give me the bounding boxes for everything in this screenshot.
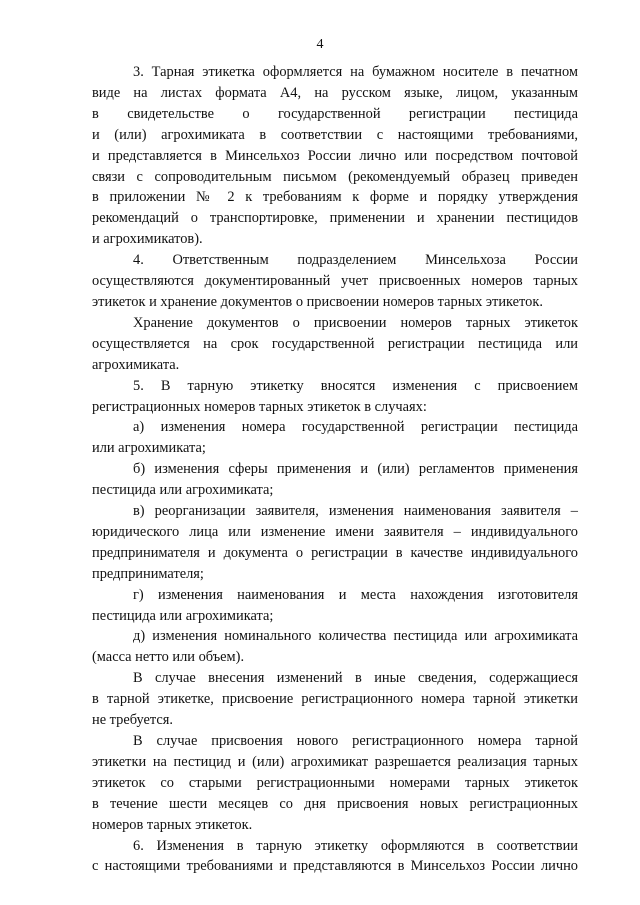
text-line: осуществляются документированный учет присвоенных номеров тарных: [92, 273, 578, 290]
text-line: юридического лица или изменение имени заявителя – индивидуального: [92, 523, 578, 540]
paragraph-other-changes: [92, 668, 578, 731]
paragraph-case-g: [92, 585, 578, 627]
text-line: г) изменения наименования и места нахождения изготовителя: [133, 586, 578, 603]
paragraph-item-3: [92, 62, 578, 250]
text-line: В случае внесения изменений в иные сведения, содержащиеся: [133, 670, 578, 687]
text-line: этикеток со старыми регистрационными номерами тарных этикеток: [92, 774, 578, 791]
document-body: [92, 62, 578, 877]
page-number: 4: [316, 37, 324, 52]
text-line: д) изменения номинального количества пестицида или агрохимиката: [133, 628, 578, 645]
paragraph-item-4: [92, 250, 578, 313]
text-line: и (или) агрохимиката в соответствии с настоящими требованиями,: [92, 126, 578, 143]
text-line: предпринимателя;: [92, 565, 204, 582]
text-line: пестицида или агрохимиката;: [92, 482, 274, 499]
text-line: этикеток и хранение документов о присвоении номеров тарных этикеток.: [92, 293, 543, 310]
text-line: в свидетельстве о государственной регистрации пестицида: [92, 105, 578, 122]
paragraph-case-d: [92, 626, 578, 668]
text-line: 5. В тарную этикетку вносятся изменения с присвоением: [133, 377, 578, 394]
text-line: (масса нетто или объем).: [92, 649, 245, 666]
text-line: Хранение документов о присвоении номеров тарных этикеток: [133, 314, 578, 331]
text-line: предпринимателя и документа о регистрации в качестве индивидуального: [92, 544, 578, 561]
paragraph-storage-term: [92, 313, 578, 376]
text-line: виде на листах формата А4, на русском языке, лицом, указанным: [92, 84, 578, 101]
text-line: в течение шести месяцев со дня присвоения новых регистрационных: [92, 795, 578, 812]
text-line: 4. Ответственным подразделением Минсельхоза России: [133, 252, 578, 269]
text-line: этикетки на пестицид и (или) агрохимикат разрешается реализация тарных: [92, 753, 578, 770]
text-line: в приложении № 2 к требованиям к форме и порядку утверждения: [92, 189, 578, 206]
text-line: 6. Изменения в тарную этикетку оформляются в соответствии: [133, 837, 578, 854]
paragraph-item-6: [92, 836, 578, 878]
text-line: или агрохимиката;: [92, 440, 206, 457]
text-line: номеров тарных этикеток.: [92, 816, 253, 833]
text-line: и представляется в Минсельхоз России лично или посредством почтовой: [92, 147, 578, 164]
paragraph-case-a: [92, 417, 578, 459]
text-line: осуществляется на срок государственной регистрации пестицида или: [92, 335, 578, 352]
text-line: б) изменения сферы применения и (или) регламентов применения: [133, 461, 578, 478]
text-line: в тарной этикетке, присвоение регистрационного номера тарной этикетки: [92, 691, 578, 708]
text-line: не требуется.: [92, 712, 173, 729]
text-line: с настоящими требованиями и представляются в Минсельхоз России лично: [92, 858, 578, 875]
text-line: и агрохимикатов).: [92, 231, 203, 248]
text-line: рекомендаций о транспортировке, применении и хранении пестицидов: [92, 210, 578, 227]
text-line: В случае присвоения нового регистрационного номера тарной: [133, 733, 578, 749]
text-line: 3. Тарная этикетка оформляется на бумажном носителе в печатном: [133, 64, 578, 80]
text-line: связи с сопроводительным письмом (рекомендуемый образец приведен: [92, 168, 578, 185]
paragraph-item-5: [92, 376, 578, 418]
text-line: а) изменения номера государственной регистрации пестицида: [133, 419, 578, 436]
text-line: агрохимиката.: [92, 356, 180, 373]
paragraph-new-number: [92, 731, 578, 836]
text-line: регистрационных номеров тарных этикеток в случаях:: [92, 398, 427, 415]
text-line: в) реорганизации заявителя, изменения наименования заявителя –: [133, 503, 578, 520]
paragraph-case-b: [92, 459, 578, 501]
paragraph-case-v: [92, 501, 578, 585]
text-line: пестицида или агрохимиката;: [92, 607, 274, 624]
